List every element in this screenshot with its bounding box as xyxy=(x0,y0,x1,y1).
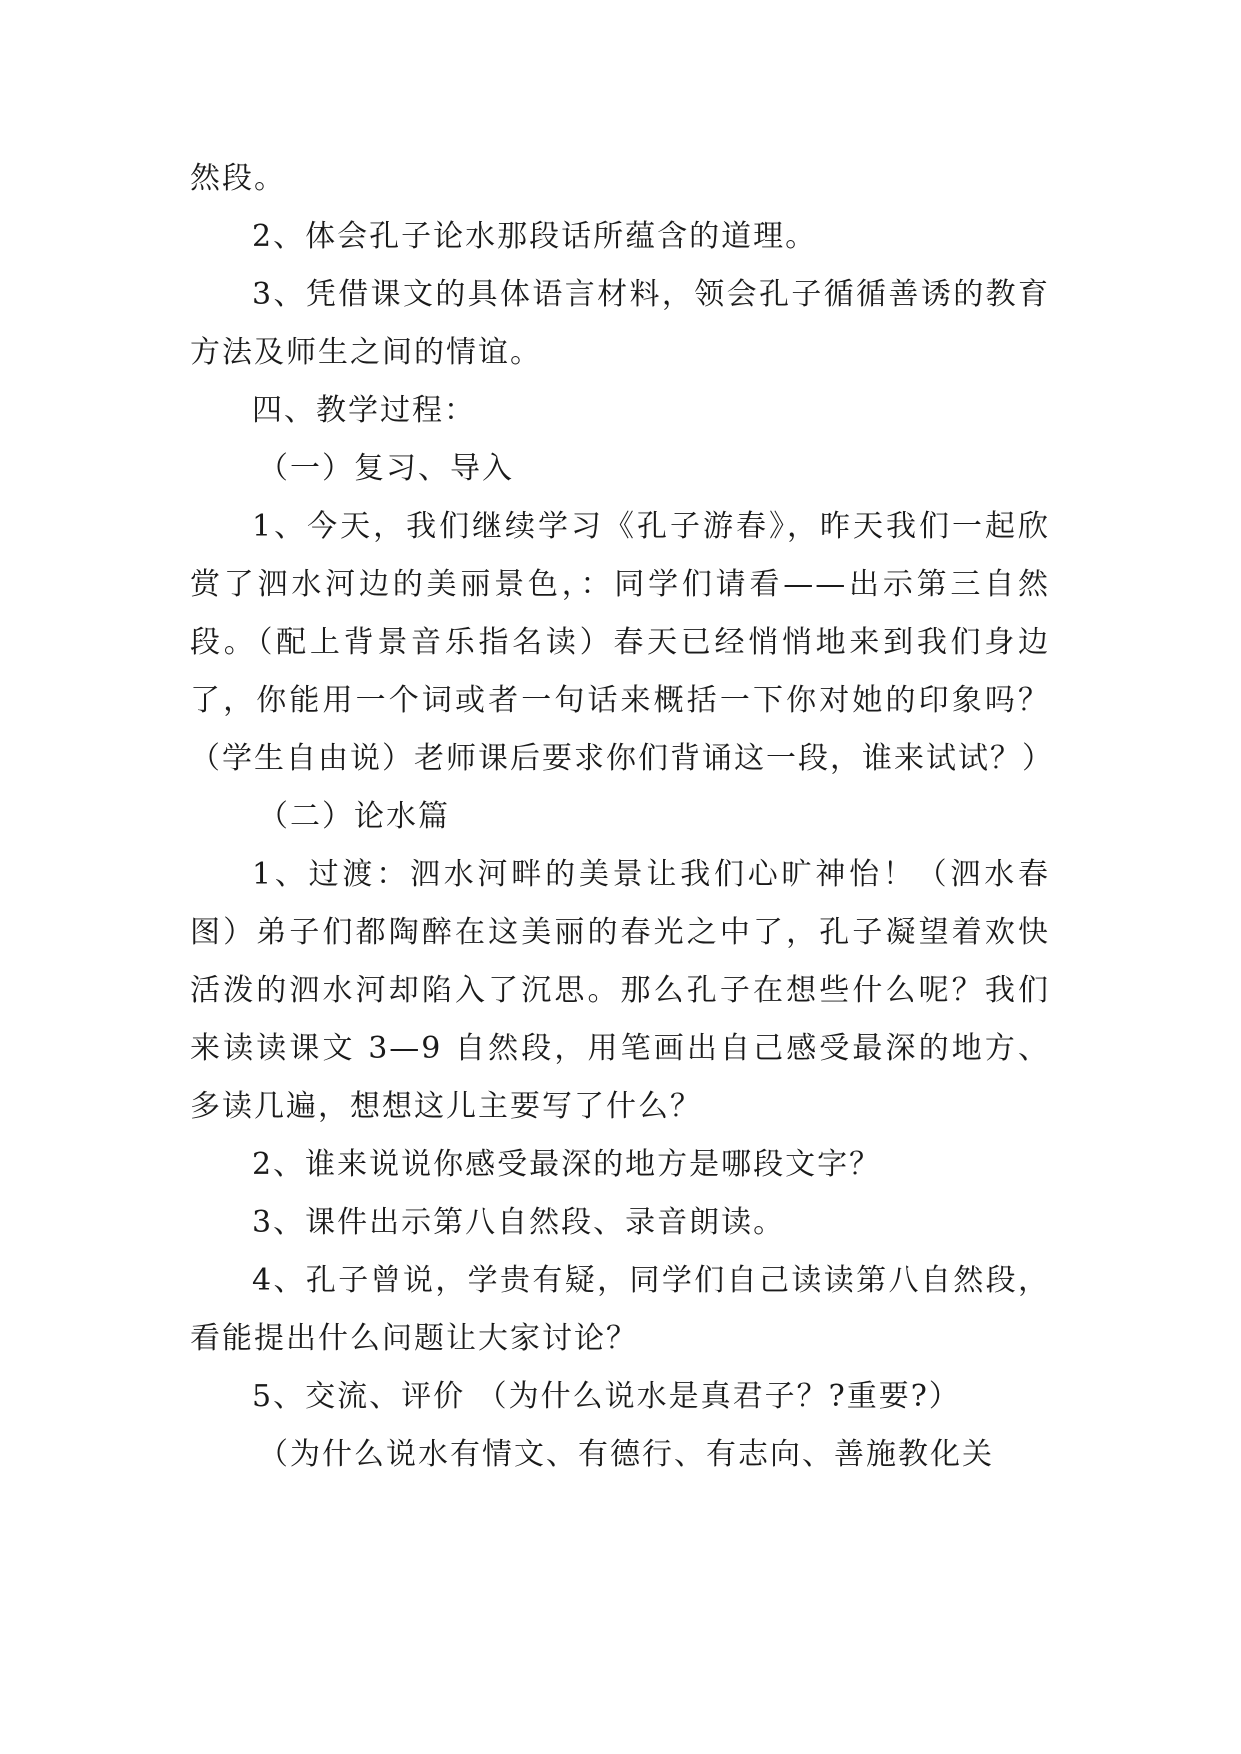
subsection-heading-review: （一）复习、导入 xyxy=(258,451,514,486)
paragraph-water-5: 5、交流、评价 （为什么说水是真君子？?重要?） xyxy=(252,1379,961,1414)
paragraph-water-note: （为什么说水有情文、有德行、有志向、善施教化关 xyxy=(258,1437,994,1472)
paragraph-objective-2: 2、体会孔子论水那段话所蕴含的道理。 xyxy=(252,219,818,254)
document-body xyxy=(190,150,1054,1484)
paragraph-water-2: 2、谁来说说你感受最深的地方是哪段文字？ xyxy=(252,1147,882,1182)
section-heading-teaching-process: 四、教学过程： xyxy=(252,393,476,428)
paragraph-review-1: 1、今天，我们继续学习《孔子游春》，昨天我们一起欣赏了泗水河边的美丽景色，：同学们请看——出示第三自然段。（配上背景音乐指名读）春天已经悄悄地来到我们身边了，你能用一个词或者一句话来概括一下你对她的印象吗？（学生自由说）老师课后要求你们背诵这一段，谁来试试？） xyxy=(190,509,1054,776)
paragraph-continuation: 然段。 xyxy=(190,161,286,196)
paragraph-water-1: 1、过渡：泗水河畔的美景让我们心旷神怡！（泗水春图）弟子们都陶醉在这美丽的春光之中了，孔子凝望着欢快活泼的泗水河却陷入了沉思。那么孔子在想些什么呢？我们来读读课文 3—9 自然段，用笔画出自己感受最深的地方、多读几遍，想想这儿主要写了什么？ xyxy=(190,857,1050,1124)
paragraph-water-3: 3、课件出示第八自然段、录音朗读。 xyxy=(252,1205,786,1240)
subsection-heading-water: （二）论水篇 xyxy=(258,799,450,834)
paragraph-objective-3: 3、凭借课文的具体语言材料，领会孔子循循善诱的教育方法及师生之间的情谊。 xyxy=(190,277,1050,370)
paragraph-water-4: 4、孔子曾说，学贵有疑，同学们自己读读第八自然段，看能提出什么问题让大家讨论？ xyxy=(190,1263,1050,1356)
